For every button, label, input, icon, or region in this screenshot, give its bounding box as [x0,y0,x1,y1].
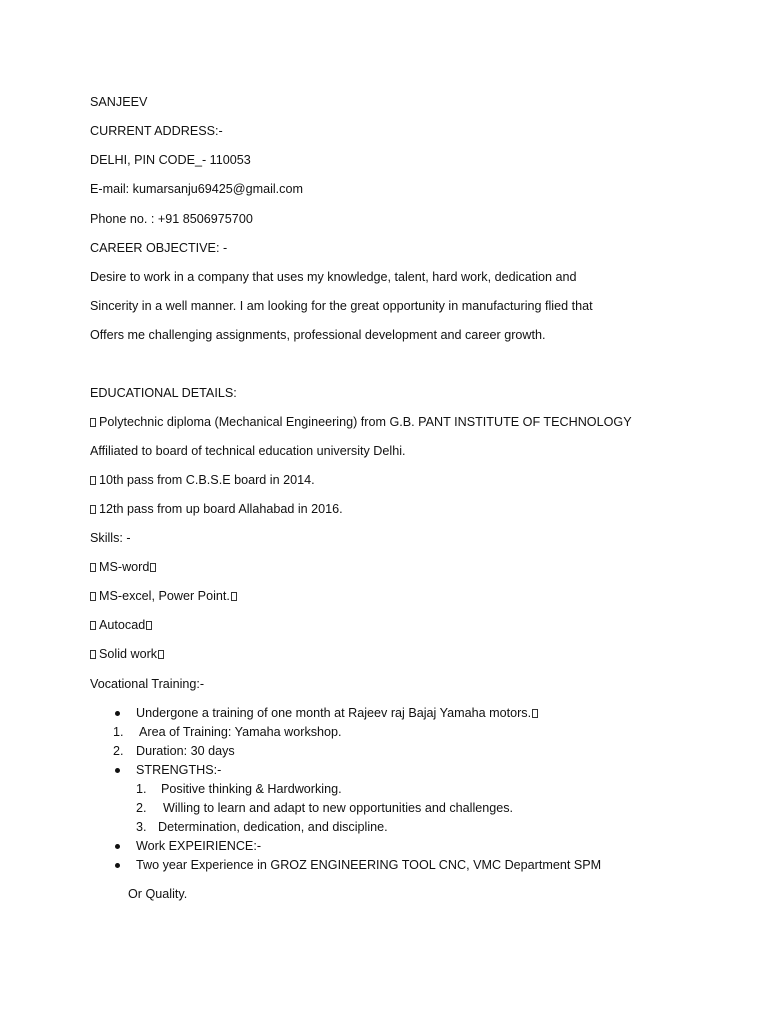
training-item [136,705,538,721]
bullet-box-icon [90,476,96,485]
list-number: 3. [136,820,147,834]
missing-glyph-icon [532,709,538,718]
work-experience-continued: Or Quality. [128,887,188,901]
missing-glyph-icon [150,563,156,572]
education-item-text: 10th pass from C.B.S.E board in 2014. [99,473,315,487]
objective-line-3: Offers me challenging assignments, professional development and career growth. [90,328,546,342]
education-item-3 [90,501,343,517]
list-number: 1. [136,782,147,796]
education-item-1-continued: Affiliated to board of technical education university Delhi. [90,444,406,458]
strength-item: Willing to learn and adapt to new opportunities and challenges. [163,801,514,815]
skill-item-1 [90,559,156,575]
missing-glyph-icon [231,592,237,601]
missing-glyph-icon [146,621,152,630]
work-label: Work EXPEIRIENCE:- [136,839,262,853]
objective-heading: CAREER OBJECTIVE: - [90,241,228,255]
address-text: DELHI, PIN CODE_- 110053 [90,153,251,167]
bullet-icon [115,768,120,773]
strength-item: Determination, dedication, and discipline. [158,820,388,834]
vocational-heading: Vocational Training:- [90,677,205,691]
skill-item-text: Autocad [99,618,146,632]
skills-heading: Skills: - [90,531,131,545]
education-item-text: Polytechnic diploma (Mechanical Engineering) from G.B. PANT INSTITUTE OF TECHNOLOGY [99,415,632,429]
bullet-box-icon [90,592,96,601]
skill-item-text: MS-excel, Power Point. [99,589,230,603]
bullet-box-icon [90,563,96,572]
objective-line-2: Sincerity in a well manner. I am looking for the great opportunity in manufacturing flied that [90,299,593,313]
list-number: 1. [113,725,124,739]
bullet-box-icon [90,650,96,659]
education-item-2 [90,472,315,488]
education-item-1 [90,414,632,430]
training-text: Undergone a training of one month at Rajeev raj Bajaj Yamaha motors. [136,706,532,720]
skill-item-text: MS-word [99,560,150,574]
strength-item: Positive thinking & Hardworking. [161,782,342,796]
bullet-icon [115,863,120,868]
skill-item-2 [90,588,237,604]
education-heading: EDUCATIONAL DETAILS: [90,386,237,400]
email-text: E-mail: kumarsanju69425@gmail.com [90,182,303,196]
work-experience: Two year Experience in GROZ ENGINEERING TOOL CNC, VMC Department SPM [136,858,602,872]
skill-item-4 [90,646,164,662]
skill-item-3 [90,617,152,633]
phone-text: Phone no. : +91 8506975700 [90,212,253,226]
bullet-box-icon [90,418,96,427]
skill-item-text: Solid work [99,647,158,661]
training-area: Area of Training: Yamaha workshop. [139,725,342,739]
missing-glyph-icon [158,650,164,659]
list-number: 2. [136,801,147,815]
bullet-icon [115,711,120,716]
training-duration: Duration: 30 days [136,744,235,758]
address-label: CURRENT ADDRESS:- [90,124,223,138]
bullet-box-icon [90,505,96,514]
bullet-icon [115,844,120,849]
list-number: 2. [113,744,124,758]
strengths-label: STRENGTHS:- [136,763,222,777]
candidate-name: SANJEEV [90,95,148,109]
bullet-box-icon [90,621,96,630]
objective-line-1: Desire to work in a company that uses my knowledge, talent, hard work, dedication and [90,270,577,284]
education-item-text: 12th pass from up board Allahabad in 2016. [99,502,343,516]
